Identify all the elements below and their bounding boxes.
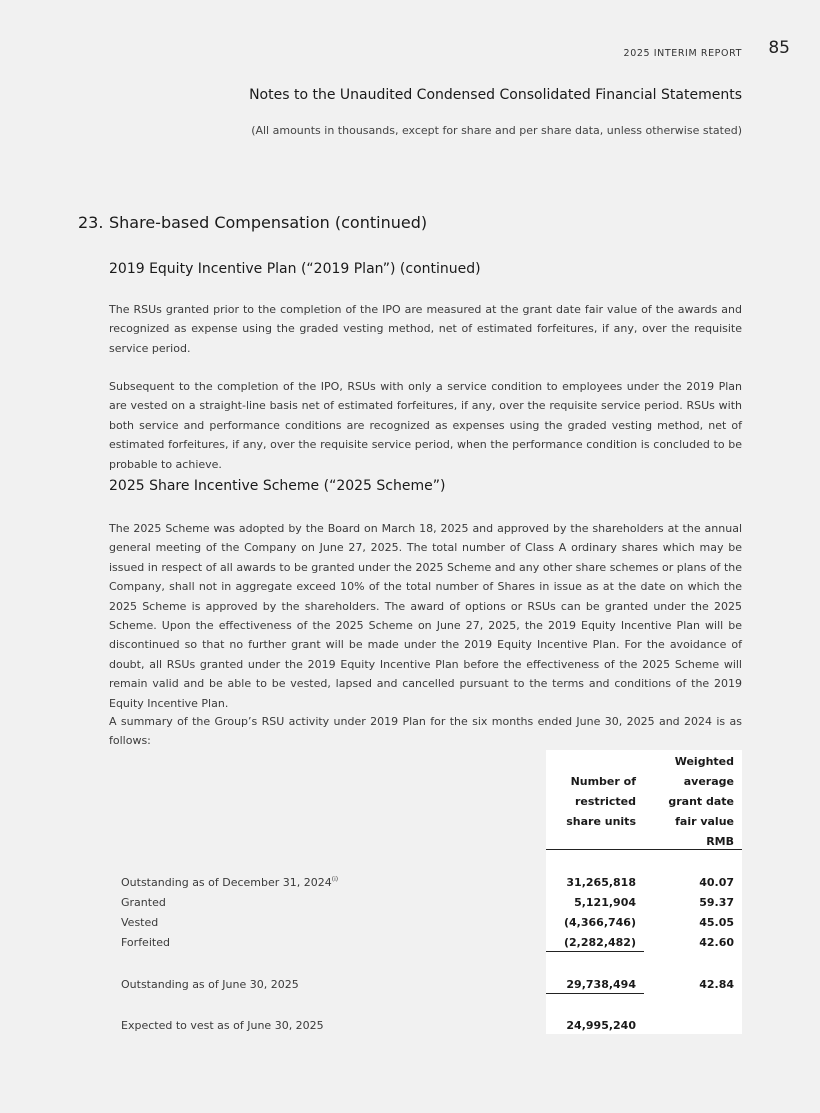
section-number: 23. — [78, 213, 104, 232]
table-row-label: Expected to vest as of June 30, 2025 — [121, 1019, 324, 1032]
column-header-line: average — [683, 775, 734, 788]
header-rule — [546, 849, 742, 850]
column-header-line: restricted — [575, 795, 636, 808]
plan-2019-paragraph-2: Subsequent to the completion of the IPO, RSUs with only a service condition to employees under the 2019 Plan are vested on a straight-line basis net of estimated forfeitures, if any, over the requisite service period. RSUs with both service and performance conditions are recognized as expenses using the graded vesting method, net of estimated forfeitures, if any, over the requisite service period, when the performance condition is concluded to be probable to achieve. — [109, 380, 742, 471]
table-cell-fair-value: 59.37 — [699, 896, 734, 909]
table-cell-units: 5,121,904 — [574, 896, 636, 909]
scheme-2025-paragraph: The 2025 Scheme was adopted by the Board on March 18, 2025 and approved by the shareholders at the annual general meeting of the Company on June 27, 2025. The total number of Class A ordinary shares which may be issued in respect of all awards to be granted under the 2025 Scheme and any other share schemes or plans of the Company, shall not in aggregate exceed 10% of the total number of Shares in issue as at the date on which the 2025 Scheme is approved by the shareholders. The award of options or RSUs can be granted under the 2025 Scheme. Upon the effectiveness of the 2025 Scheme on June 27, 2025, the 2019 Equity Incentive Plan will be discontinued so that no further grant will be made under the 2019 Equity Incentive Plan. For the avoidance of doubt, all RSUs granted under the 2019 Equity Incentive Plan before the effectiveness of the 2025 Scheme will remain valid and be able to be vested, lapsed and cancelled pursuant to the terms and conditions of the 2019 Equity Incentive Plan. — [109, 522, 742, 710]
plan-2019-paragraph-1: The RSUs granted prior to the completion of the IPO are measured at the grant date fair value of the awards and recognized as expense using the graded vesting method, net of estimated forfeitures, if any, over the requisite service period. — [109, 303, 742, 355]
plan-2019-heading: 2019 Equity Incentive Plan (“2019 Plan”) (continued) — [109, 261, 481, 277]
scheme-2025-heading: 2025 Share Incentive Scheme (“2025 Scheme”) — [109, 478, 446, 494]
total-rule — [546, 993, 644, 994]
column-header-line: fair value — [675, 815, 734, 828]
column-header-line: share units — [566, 815, 636, 828]
table-row-label: Forfeited — [121, 936, 170, 949]
table-row-label: Vested — [121, 916, 159, 929]
table-cell-units: 31,265,818 — [566, 876, 636, 889]
table-cell-units: 24,995,240 — [566, 1019, 636, 1032]
rsu-summary-intro: A summary of the Group’s RSU activity under 2019 Plan for the six months ended June 30, 2025 and 2024 is as follows: — [109, 715, 742, 748]
table-cell-units: (4,366,746) — [564, 916, 636, 929]
subtotal-rule — [546, 951, 644, 952]
column-header-line: Weighted — [674, 755, 734, 768]
footnote-marker: (i) — [331, 876, 339, 883]
table-cell-units: (2,282,482) — [564, 936, 636, 949]
table-row-label: Granted — [121, 896, 166, 909]
column-header-fair-value — [668, 752, 734, 852]
page-number: 85 — [768, 38, 790, 58]
report-label: 2025 INTERIM REPORT — [623, 48, 742, 59]
column-header-line: Number of — [570, 775, 636, 788]
amounts-note: (All amounts in thousands, except for share and per share data, unless otherwise stated) — [251, 124, 742, 137]
page-title: Notes to the Unaudited Condensed Consolidated Financial Statements — [249, 87, 742, 103]
section-heading — [78, 213, 427, 232]
table-row-label: Outstanding as of June 30, 2025 — [121, 978, 299, 991]
table-row-label — [121, 876, 338, 889]
column-header-units — [566, 772, 636, 832]
section-title: Share-based Compensation (continued) — [109, 213, 428, 232]
table-cell-fair-value: 42.84 — [699, 978, 734, 991]
table-cell-fair-value: 40.07 — [699, 876, 734, 889]
table-cell-fair-value: 45.05 — [699, 916, 734, 929]
table-cell-units: 29,738,494 — [566, 978, 636, 991]
row-label-text: Outstanding as of December 31, 2024 — [121, 876, 332, 889]
table-cell-fair-value: 42.60 — [699, 936, 734, 949]
column-header-line: RMB — [706, 835, 734, 848]
column-header-line: grant date — [668, 795, 734, 808]
